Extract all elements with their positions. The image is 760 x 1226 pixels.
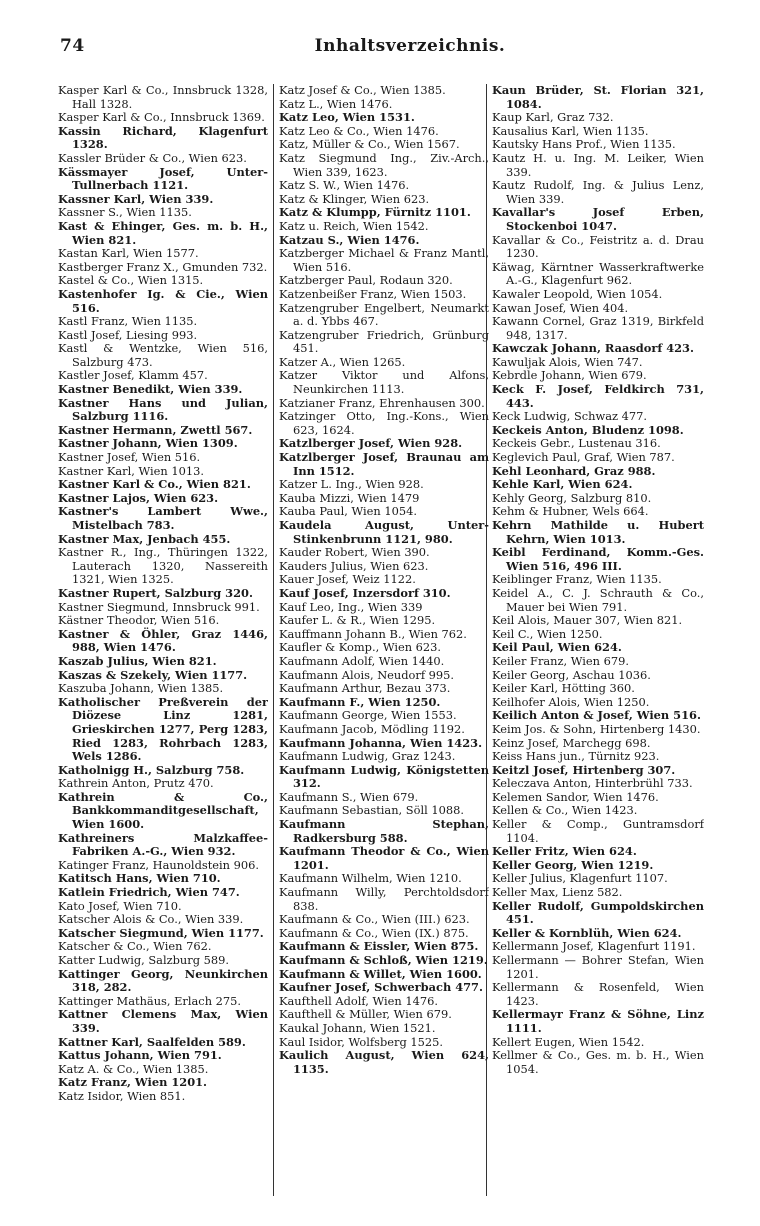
index-entry: Kaufmann Ludwig, Graz 1243.: [279, 749, 456, 764]
index-entry: Kellmer & Co., Ges. m. b. H., Wien 1054.: [492, 1048, 704, 1076]
index-entry: Kathrein Anton, Prutz 470.: [58, 776, 214, 791]
index-entry: Keitzl Josef, Hirtenberg 307.: [492, 762, 676, 777]
index-entry: Katlein Friedrich, Wien 747.: [58, 885, 240, 900]
index-entry: Kastner's Lambert Wwe., Mistelbach 783.: [58, 504, 268, 532]
index-entry: Kausalius Karl, Wien 1135.: [492, 123, 649, 138]
index-entry: Keil Alois, Mauer 307, Wien 821.: [492, 613, 683, 628]
index-entry: Kauders Julius, Wien 623.: [279, 558, 429, 573]
index-entry: Kellermann Josef, Klagenfurt 1191.: [492, 939, 696, 954]
index-entry: Kastan Karl, Wien 1577.: [58, 246, 199, 261]
index-entry: Kaufmann & Co., Wien (III.) 623.: [279, 912, 470, 927]
index-entry: Kassler Brüder & Co., Wien 623.: [58, 150, 247, 165]
index-entry: Kehrn Mathilde u. Hubert Kehrn, Wien 1013.: [492, 518, 704, 546]
index-entry: Katholnigg H., Salzburg 758.: [58, 762, 245, 777]
index-entry: Katzlberger Josef, Wien 928.: [279, 436, 463, 451]
index-entry: Kaufmann Arthur, Bezau 373.: [279, 681, 451, 696]
index-entry: Kastner Josef, Wien 516.: [58, 450, 201, 465]
index-entry: Katz A. & Co., Wien 1385.: [58, 1061, 209, 1076]
index-entry: Kato Josef, Wien 710.: [58, 898, 182, 913]
index-entry: Kattinger Georg, Neunkirchen 318, 282.: [58, 966, 268, 995]
index-entry: Kastl & Wentzke, Wien 516, Salzburg 473.: [58, 341, 268, 369]
index-entry: Katzianer Franz, Ehrenhausen 300.: [279, 395, 485, 410]
index-entry: Katz Siegmund Ing., Ziv.-Arch., Wien 339, 1623.: [279, 150, 489, 179]
index-entry: Kaufmann F., Wien 1250.: [279, 694, 441, 709]
index-entry: Kastner Max, Jenbach 455.: [58, 531, 231, 546]
index-entry: Kaufner Josef, Schwerbach 477.: [279, 980, 483, 995]
index-entry: Kaufmann Johanna, Wien 1423.: [279, 735, 483, 750]
index-entry: Kawan Josef, Wien 404.: [492, 300, 629, 315]
index-entry: Katitsch Hans, Wien 710.: [58, 871, 221, 886]
index-entry: Keibl Ferdinand, Komm.-Ges. Wien 516, 496 III.: [492, 545, 704, 573]
index-entry: Keller Georg, Wien 1219.: [492, 857, 654, 872]
index-entry: Katzenbeißer Franz, Wien 1503.: [279, 286, 467, 301]
index-entry: Kastner Lajos, Wien 623.: [58, 490, 219, 505]
index-entry: Kastner Rupert, Salzburg 320.: [58, 585, 253, 600]
index-column-middle: [279, 84, 489, 1199]
index-entry: Kathrein & Co., Bankkommanditgesellschaft, Wien 1600.: [58, 789, 268, 832]
index-entry: Kattus Johann, Wien 791.: [58, 1048, 222, 1063]
index-entry: Kawuljak Alois, Wien 747.: [492, 354, 643, 369]
index-entry: Kauf Leo, Ing., Wien 339: [279, 599, 423, 614]
index-entry: Kaufmann Jacob, Mödling 1192.: [279, 721, 465, 736]
index-entry: Kaufmann & Co., Wien (IX.) 875.: [279, 925, 469, 940]
index-entry: Kawann Cornel, Graz 1319, Birkfeld 948, 1317.: [492, 314, 704, 342]
index-entry: Kautsky Hans Prof., Wien 1135.: [492, 137, 676, 152]
index-entry: Kasper Karl & Co., Innsbruck 1328, Hall 1328.: [58, 84, 268, 111]
column-divider: [273, 84, 274, 1196]
index-entry: Kastner Hermann, Zwettl 567.: [58, 422, 253, 437]
index-entry: Katscher Siegmund, Wien 1177.: [58, 925, 264, 940]
index-entry: Kastl Franz, Wien 1135.: [58, 314, 198, 329]
index-entry: Kathreiners Malzkaffee-Fabriken A.-G., Wien 932.: [58, 830, 268, 859]
index-entry: Kaufmann Theodor & Co., Wien 1201.: [279, 844, 489, 872]
index-entry: Kattner Karl, Saalfelden 589.: [58, 1034, 246, 1049]
index-entry: Kaufmann & Schloß, Wien 1219.: [279, 953, 488, 967]
index-entry: Keiler Georg, Aschau 1036.: [492, 667, 651, 682]
index-entry: Keiss Hans jun., Türnitz 923.: [492, 749, 660, 764]
index-entry: Kaufthell Adolf, Wien 1476.: [279, 993, 438, 1008]
index-entry: Kaufer L. & R., Wien 1295.: [279, 613, 436, 628]
index-entry: Katz Leo & Co., Wien 1476.: [279, 123, 439, 138]
index-entry: Kaup Karl, Graz 732.: [492, 110, 614, 125]
index-entry: Keil C., Wien 1250.: [492, 626, 603, 641]
index-entry: Kaufmann Willy, Perchtoldsdorf 838.: [279, 885, 489, 913]
index-entry: Keller Fritz, Wien 624.: [492, 844, 637, 859]
index-entry: Katz Isidor, Wien 851.: [58, 1088, 186, 1103]
index-entry: Kautz Rudolf, Ing. & Julius Lenz, Wien 339.: [492, 178, 704, 206]
index-entry: Kautz H. u. Ing. M. Leiker, Wien 339.: [492, 150, 704, 179]
index-entry: Kastner Karl & Co., Wien 821.: [58, 477, 251, 492]
index-entry: Katz Josef & Co., Wien 1385.: [279, 84, 446, 97]
index-entry: Kassner S., Wien 1135.: [58, 205, 192, 220]
index-entry: Katzengruber Friedrich, Grünburg 451.: [279, 327, 489, 356]
index-entry: Kastl Josef, Liesing 993.: [58, 327, 198, 342]
index-entry: Kauder Robert, Wien 390.: [279, 545, 430, 560]
index-entry: Kebrdle Johann, Wien 679.: [492, 368, 647, 383]
index-entry: Kässmayer Josef, Unter-Tullnerbach 1121.: [58, 164, 268, 193]
index-entry: Kellen & Co., Wien 1423.: [492, 803, 638, 818]
index-entry: Keidel A., C. J. Schrauth & Co., Mauer bei Wien 791.: [492, 585, 704, 614]
index-entry: Katz L., Wien 1476.: [279, 96, 393, 111]
index-entry: Kauba Paul, Wien 1054.: [279, 504, 417, 519]
index-entry: Keck Ludwig, Schwaz 477.: [492, 409, 648, 424]
index-entry: Kellermayr Franz & Söhne, Linz 1111.: [492, 1007, 704, 1035]
index-entry: Katz & Klumpp, Fürnitz 1101.: [279, 205, 471, 220]
index-entry: Kastner Benedikt, Wien 339.: [58, 382, 243, 397]
index-entry: Kaufthell & Müller, Wien 679.: [279, 1007, 452, 1022]
index-entry: Kellert Eugen, Wien 1542.: [492, 1034, 645, 1049]
index-entry: Kaszas & Szekely, Wien 1177.: [58, 667, 248, 682]
index-entry: Kehm & Hubner, Wels 664.: [492, 504, 649, 519]
index-entry: Kaukal Johann, Wien 1521.: [279, 1020, 436, 1035]
index-entry: Katz Leo, Wien 1531.: [279, 110, 415, 125]
index-entry: Katzer Viktor und Alfons, Neunkirchen 1113.: [279, 368, 489, 397]
index-entry: Kastner Hans und Julian, Salzburg 1116.: [58, 395, 268, 424]
index-entry: Kastberger Franz X., Gmunden 732.: [58, 259, 268, 274]
index-entry: Kauba Mizzi, Wien 1479: [279, 490, 420, 505]
index-entry: Kastner Siegmund, Innsbruck 991.: [58, 599, 260, 614]
page-header: [0, 28, 760, 58]
index-entry: Katzlberger Josef, Braunau am Inn 1512.: [279, 450, 489, 478]
index-entry: Kaun Brüder, St. Florian 321, 1084.: [492, 84, 704, 111]
index-entry: Kaufler & Komp., Wien 623.: [279, 640, 442, 655]
index-entry: Kellermann — Bohrer Stefan, Wien 1201.: [492, 953, 704, 981]
page-number: 74: [60, 36, 85, 56]
index-entry: Keller & Comp., Guntramsdorf 1104.: [492, 817, 704, 845]
index-entry: Keller Max, Lienz 582.: [492, 885, 623, 900]
index-entry: Kastner & Öhler, Graz 1446, 988, Wien 1476.: [58, 626, 268, 655]
index-entry: Kaufmann Adolf, Wien 1440.: [279, 653, 445, 668]
index-entry: Kaufmann & Eissler, Wien 875.: [279, 939, 479, 954]
index-entry: Kelemen Sandor, Wien 1476.: [492, 789, 659, 804]
index-entry: Keglevich Paul, Graf, Wien 787.: [492, 450, 675, 465]
index-entry: Kauf Josef, Inzersdorf 310.: [279, 585, 451, 600]
index-entry: Keinz Josef, Marchegg 698.: [492, 735, 651, 750]
index-entry: Kaul Isidor, Wolfsberg 1525.: [279, 1034, 443, 1049]
index-entry: Katzinger Otto, Ing.-Kons., Wien 623, 1624.: [279, 409, 489, 437]
index-entry: Katzberger Michael & Franz Mantl, Wien 516.: [279, 246, 489, 274]
index-entry: Kaulich August, Wien 624, 1135.: [279, 1048, 489, 1076]
index-entry: Keiler Franz, Wien 679.: [492, 653, 629, 668]
index-entry: Keilich Anton & Josef, Wien 516.: [492, 708, 701, 723]
index-entry: Kaufmann Sebastian, Söll 1088.: [279, 803, 464, 818]
index-entry: Keil Paul, Wien 624.: [492, 640, 622, 655]
index-entry: Katzau S., Wien 1476.: [279, 232, 420, 247]
index-entry: Kaufmann Ludwig, Königstetten 312.: [279, 762, 489, 791]
index-entry: Keckeis Anton, Bludenz 1098.: [492, 422, 684, 437]
index-entry: Katzengruber Engelbert, Neumarkt a. d. Ybbs 467.: [279, 300, 489, 329]
index-entry: Kastel & Co., Wien 1315.: [58, 273, 204, 288]
index-entry: Kehle Karl, Wien 624.: [492, 477, 633, 492]
index-entry: Kauffmann Johann B., Wien 762.: [279, 626, 467, 641]
index-entry: Kattner Clemens Max, Wien 339.: [58, 1007, 268, 1035]
index-entry: Kastler Josef, Klamm 457.: [58, 368, 208, 383]
index-entry: Kawaler Leopold, Wien 1054.: [492, 286, 663, 301]
index-entry: Kaufmann & Willet, Wien 1600.: [279, 966, 482, 981]
index-entry: Kavallar's Josef Erben, Stockenboi 1047.: [492, 205, 704, 233]
index-entry: Kastner Karl, Wien 1013.: [58, 463, 204, 478]
page-title: Inhaltsverzeichnis.: [314, 36, 506, 56]
index-entry: Kaufmann Alois, Neudorf 995.: [279, 667, 455, 682]
index-entry: Kaufmann Stephan, Radkersburg 588.: [279, 817, 489, 845]
index-entry: Kattinger Mathäus, Erlach 275.: [58, 993, 242, 1008]
index-entry: Kaudela August, Unter-Stinkenbrunn 1121, 980.: [279, 518, 489, 546]
index-entry: Katinger Franz, Haunoldstein 906.: [58, 857, 259, 872]
index-entry: Kaszab Julius, Wien 821.: [58, 653, 217, 668]
index-entry: Kassin Richard, Klagenfurt 1328.: [58, 123, 268, 152]
index-entry: Keller & Kornblüh, Wien 624.: [492, 925, 682, 940]
index-entry: Kellermann & Rosenfeld, Wien 1423.: [492, 980, 704, 1008]
index-entry: Kaufmann George, Wien 1553.: [279, 708, 457, 723]
index-entry: Kästner Theodor, Wien 516.: [58, 613, 220, 628]
index-entry: Keckeis Gebr., Lustenau 316.: [492, 436, 661, 451]
index-entry: Katz, Müller & Co., Wien 1567.: [279, 137, 460, 152]
index-entry: Kaufmann Wilhelm, Wien 1210.: [279, 871, 462, 886]
index-entry: Katscher & Co., Wien 762.: [58, 939, 212, 954]
index-entry: Keller Julius, Klagenfurt 1107.: [492, 871, 668, 886]
index-entry: Keim Jos. & Sohn, Hirtenberg 1430.: [492, 721, 701, 736]
index-entry: Keilhofer Alois, Wien 1250.: [492, 694, 650, 709]
index-entry: Katz S. W., Wien 1476.: [279, 178, 410, 193]
index-entry: Kaufmann S., Wien 679.: [279, 789, 419, 804]
index-entry: Kastner R., Ing., Thüringen 1322, Lauterach 1320, Nassereith 1321, Wien 1325.: [58, 545, 268, 587]
index-entry: Kasper Karl & Co., Innsbruck 1369.: [58, 110, 265, 125]
index-entry: Katzberger Paul, Rodaun 320.: [279, 273, 453, 288]
index-entry: Kavallar & Co., Feistritz a. d. Drau 1230.: [492, 232, 704, 261]
index-entry: Kastner Johann, Wien 1309.: [58, 436, 238, 451]
index-entry: Katzer A., Wien 1265.: [279, 354, 406, 369]
index-entry: Katzer L. Ing., Wien 928.: [279, 477, 424, 492]
index-entry: Kassner Karl, Wien 339.: [58, 191, 214, 206]
index-entry: Katz Franz, Wien 1201.: [58, 1075, 208, 1090]
index-entry: Katholischer Preßverein der Diözese Linz 1281, Grieskirchen 1277, Perg 1283, Ried 1283, Rohrbach 1283, Wels 1286.: [58, 694, 268, 764]
index-column-left: [58, 84, 268, 1199]
index-entry: Katter Ludwig, Salzburg 589.: [58, 953, 229, 967]
index-entry: Keller Rudolf, Gumpoldskirchen 451.: [492, 898, 704, 927]
index-entry: Katz u. Reich, Wien 1542.: [279, 218, 429, 233]
index-entry: Kehl Leonhard, Graz 988.: [492, 463, 656, 478]
index-entry: Keleczava Anton, Hinterbrühl 733.: [492, 776, 693, 791]
index-entry: Katz & Klinger, Wien 623.: [279, 191, 430, 206]
index-entry: Keiblinger Franz, Wien 1135.: [492, 572, 662, 587]
index-entry: Käwag, Kärntner Wasserkraftwerke A.-G., Klagenfurt 962.: [492, 259, 704, 288]
index-column-right: [492, 84, 704, 1199]
index-entry: Keck F. Josef, Feldkirch 731, 443.: [492, 382, 704, 410]
index-entry: Katscher Alois & Co., Wien 339.: [58, 912, 244, 927]
index-entry: Kawczak Johann, Raasdorf 423.: [492, 341, 694, 356]
index-entry: Kastenhofer Ig. & Cie., Wien 516.: [58, 286, 268, 315]
index-entry: Kauer Josef, Weiz 1122.: [279, 572, 416, 587]
index-entry: Kehly Georg, Salzburg 810.: [492, 490, 652, 505]
index-entry: Kast & Ehinger, Ges. m. b. H., Wien 821.: [58, 218, 268, 247]
index-entry: Kaszuba Johann, Wien 1385.: [58, 681, 224, 696]
index-entry: Keiler Karl, Hötting 360.: [492, 681, 635, 696]
